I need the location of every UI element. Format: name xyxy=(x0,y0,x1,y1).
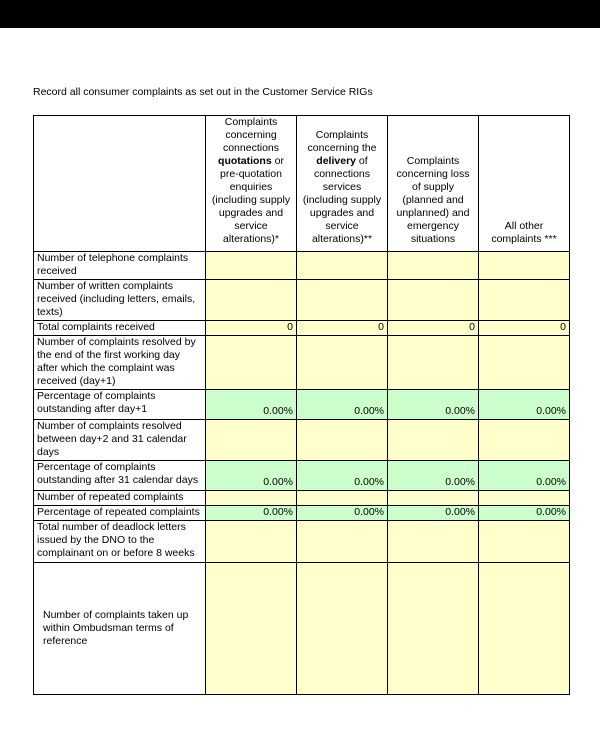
data-cell[interactable] xyxy=(206,336,297,390)
data-cell: 0 xyxy=(479,321,570,336)
header-text: Complaints concerning the xyxy=(307,129,377,154)
complaints-table xyxy=(33,115,570,695)
header-text: Complaints concerning connections xyxy=(222,116,280,154)
table-row xyxy=(34,420,570,461)
data-cell: 0.00% xyxy=(479,390,570,420)
data-cell[interactable] xyxy=(206,252,297,280)
row-label: Number of telephone complaints received xyxy=(34,252,206,280)
top-black-bar xyxy=(0,0,600,28)
table-row xyxy=(34,280,570,321)
header-empty-cell xyxy=(34,116,206,252)
table-row xyxy=(34,252,570,280)
data-cell[interactable] xyxy=(388,420,479,461)
data-cell[interactable] xyxy=(388,336,479,390)
data-cell[interactable] xyxy=(297,563,388,695)
data-cell: 0.00% xyxy=(206,506,297,521)
data-cell: 0.00% xyxy=(297,390,388,420)
data-cell[interactable] xyxy=(206,420,297,461)
table-row xyxy=(34,390,570,420)
row-label: Total number of deadlock letters issued by the DNO to the complainant on or before 8 weeks xyxy=(34,521,206,563)
data-cell: 0.00% xyxy=(297,461,388,491)
row-label: Total complaints received xyxy=(34,321,206,336)
document-page xyxy=(0,28,600,695)
data-cell[interactable] xyxy=(479,336,570,390)
table-row xyxy=(34,506,570,521)
header-connections-quotations xyxy=(206,116,297,252)
data-cell[interactable] xyxy=(297,252,388,280)
header-bold-word: delivery xyxy=(316,155,356,167)
data-cell[interactable] xyxy=(297,420,388,461)
row-label: Number of complaints resolved between day+2 and 31 calendar days xyxy=(34,420,206,461)
data-cell[interactable] xyxy=(388,563,479,695)
table-row xyxy=(34,491,570,506)
table-row xyxy=(34,321,570,336)
data-cell: 0.00% xyxy=(388,461,479,491)
data-cell: 0.00% xyxy=(479,461,570,491)
header-bold-word: quotations xyxy=(218,155,272,167)
header-all-other-complaints xyxy=(479,116,570,252)
data-cell[interactable] xyxy=(479,420,570,461)
data-cell: 0.00% xyxy=(388,390,479,420)
data-cell[interactable] xyxy=(388,521,479,563)
row-label: Percentage of complaints outstanding after 31 calendar days xyxy=(34,461,206,491)
table-row xyxy=(34,521,570,563)
data-cell[interactable] xyxy=(479,280,570,321)
data-cell: 0 xyxy=(388,321,479,336)
data-cell[interactable] xyxy=(479,563,570,695)
data-cell[interactable] xyxy=(297,521,388,563)
header-loss-of-supply xyxy=(388,116,479,252)
header-text: Complaints concerning loss of supply (planned and unplanned) and emergency situations xyxy=(396,155,470,245)
data-cell: 0.00% xyxy=(206,390,297,420)
row-label: Number of complaints resolved by the end of the first working day after which the complaint was received (day+1) xyxy=(34,336,206,390)
data-cell[interactable] xyxy=(388,252,479,280)
header-text: All other complaints *** xyxy=(491,220,557,245)
row-label: Number of repeated complaints xyxy=(34,491,206,506)
data-cell[interactable] xyxy=(388,491,479,506)
header-row xyxy=(34,116,570,252)
data-cell: 0.00% xyxy=(388,506,479,521)
data-cell: 0.00% xyxy=(206,461,297,491)
table-row xyxy=(34,563,570,695)
data-cell: 0.00% xyxy=(297,506,388,521)
intro-text: Record all consumer complaints as set out in the Customer Service RIGs xyxy=(33,86,373,98)
table-row xyxy=(34,461,570,491)
data-cell: 0.00% xyxy=(479,506,570,521)
data-cell[interactable] xyxy=(206,563,297,695)
data-cell[interactable] xyxy=(479,521,570,563)
data-cell[interactable] xyxy=(297,491,388,506)
row-label: Percentage of repeated complaints xyxy=(34,506,206,521)
data-cell[interactable] xyxy=(479,491,570,506)
header-connections-delivery xyxy=(297,116,388,252)
data-cell: 0 xyxy=(206,321,297,336)
data-cell[interactable] xyxy=(297,336,388,390)
data-cell[interactable] xyxy=(479,252,570,280)
data-cell[interactable] xyxy=(206,521,297,563)
row-label: Percentage of complaints outstanding after day+1 xyxy=(34,390,206,420)
data-cell[interactable] xyxy=(206,491,297,506)
header-text: of connections services (including supply upgrades and service alterations)** xyxy=(302,155,382,245)
row-label: Number of complaints taken up within Ombudsman terms of reference xyxy=(34,563,206,695)
data-cell[interactable] xyxy=(388,280,479,321)
data-cell: 0 xyxy=(297,321,388,336)
data-cell[interactable] xyxy=(297,280,388,321)
header-text: or pre-quotation enquiries (including supply upgrades and service alterations)* xyxy=(211,155,291,245)
row-label: Number of written complaints received (including letters, emails, texts) xyxy=(34,280,206,321)
data-cell[interactable] xyxy=(206,280,297,321)
table-row xyxy=(34,336,570,390)
